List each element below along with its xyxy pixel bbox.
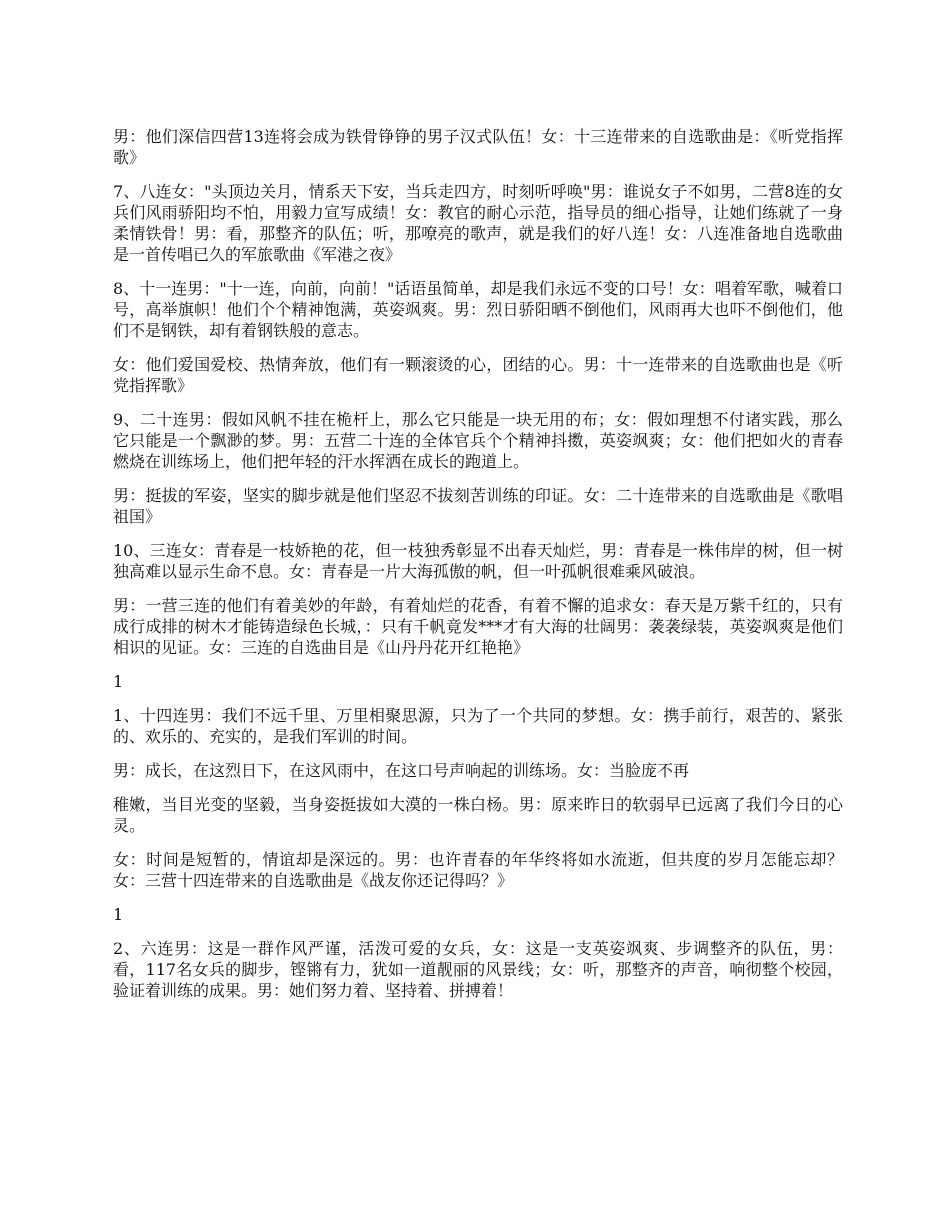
paragraph: 男：一营三连的他们有着美妙的年龄，有着灿烂的花香，有着不懈的追求女：春天是万紫千红的，只有成行成排的树木才能铸造绿色长城，：只有千帆竟发***才有大海的壮阔男：袭袭绿装，英姿飒爽是他们相识的见证。女：三连的自选曲目是《山丹丹花开红艳艳》 (113, 596, 843, 657)
paragraph: 1、十四连男：我们不远千里、万里相聚思源，只为了一个共同的梦想。女：携手前行，艰苦的、紧张的、欢乐的、充实的，是我们军训的时间。 (113, 706, 843, 746)
paragraph: 男：成长，在这烈日下，在这风雨中，在这口号声响起的训练场。女：当脸庞不再 (113, 761, 690, 780)
paragraph: 7、八连女："头顶边关月，情系天下安，当兵走四方，时刻听呼唤"男：谁说女子不如男，二营8连的女兵们风雨骄阳均不怕，用毅力宣写成绩！女：教官的耐心示范，指导员的细心指导，让她们练就了一身柔情铁骨！男：看，那整齐的队伍；听，那嘹亮的歌声，就是我们的好八连！女：八连准备地自选歌曲是一首传唱已久的军旅歌曲《军港之夜》 (113, 182, 843, 264)
paragraph: 女：时间是短暂的，情谊却是深远的。男：也许青春的年华终将如水流逝，但共度的岁月怎能忘却？女：三营十四连带来的自选歌曲是《战友你还记得吗？》 (113, 850, 843, 890)
paragraph: 9、二十连男：假如风帆不挂在桅杆上，那么它只能是一块无用的布；女：假如理想不付诸实践，那么它只能是一个飘渺的梦。男：五营二十连的全体官兵个个精神抖擞，英姿飒爽；女：他们把如火的青春燃烧在训练场上，他们把年轻的汗水挥洒在成长的跑道上。 (113, 410, 843, 471)
paragraph: 10、三连女：青春是一枝娇艳的花，但一枝独秀彰显不出春天灿烂，男：青春是一株伟岸的树，但一树独高难以显示生命不息。女：青春是一片大海孤傲的帆，但一叶孤帆很难乘风破浪。 (113, 541, 843, 581)
paragraph: 男：挺拔的军姿，坚实的脚步就是他们坚忍不拔刻苦训练的印证。女：二十连带来的自选歌曲是《歌唱祖国》 (113, 486, 843, 526)
document-body (113, 126, 843, 1014)
page-number-marker: 1 (113, 905, 124, 924)
paragraph: 稚嫩，当目光变的坚毅，当身姿挺拔如大漠的一株白杨。男：原来昨日的软弱早已远离了我们今日的心灵。 (113, 795, 843, 835)
paragraph: 2、六连男：这是一群作风严谨，活泼可爱的女兵，女：这是一支英姿飒爽、步调整齐的队伍，男：看，117名女兵的脚步，铿锵有力，犹如一道靓丽的风景线；女：听，那整齐的声音，响彻整个校园，验证着训练的成果。男：她们努力着、坚持着、拼搏着！ (113, 939, 843, 1000)
page-number-marker: 1 (113, 672, 124, 691)
paragraph: 8、十一连男："十一连，向前，向前！"话语虽简单，却是我们永远不变的口号！女：唱着军歌，喊着口号，高举旗帜！他们个个精神饱满，英姿飒爽。男：烈日骄阳晒不倒他们，风雨再大也吓不倒他们，他们不是钢铁，却有着钢铁般的意志。 (113, 279, 843, 340)
paragraph: 男：他们深信四营13连将会成为铁骨铮铮的男子汉式队伍！女：十三连带来的自选歌曲是：《听党指挥歌》 (113, 127, 843, 167)
paragraph: 女：他们爱国爱校、热情奔放，他们有一颗滚烫的心，团结的心。男：十一连带来的自选歌曲也是《听党指挥歌》 (113, 355, 843, 395)
